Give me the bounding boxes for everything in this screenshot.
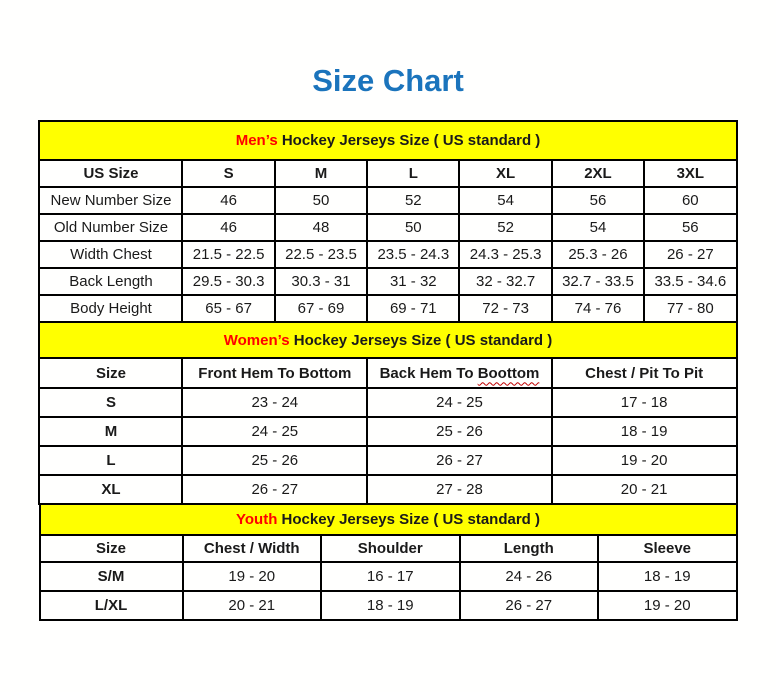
youth-section-title-text: Hockey Jerseys Size ( US standard ) — [277, 511, 540, 528]
mens-value-cell: 67 - 69 — [275, 295, 367, 322]
mens-column-header: XL — [459, 160, 551, 187]
youth-value-cell: 19 - 20 — [598, 591, 737, 620]
mens-value-cell: 32.7 - 33.5 — [552, 268, 644, 295]
youth-column-header: Chest / Width — [183, 535, 322, 562]
mens-value-cell: 52 — [459, 214, 551, 241]
mens-value-cell: 46 — [182, 187, 274, 214]
womens-value-cell: 27 - 28 — [367, 475, 552, 504]
mens-column-header: 2XL — [552, 160, 644, 187]
mens-value-cell: 60 — [644, 187, 736, 214]
mens-value-cell: 23.5 - 24.3 — [367, 241, 459, 268]
mens-value-cell: 50 — [275, 187, 367, 214]
mens-size-table — [38, 120, 737, 323]
mens-table-row — [39, 241, 736, 268]
youth-column-header: Size — [40, 535, 183, 562]
womens-table-row — [39, 417, 736, 446]
youth-size-table — [39, 503, 738, 621]
mens-value-cell: 48 — [275, 214, 367, 241]
youth-column-header-row — [40, 535, 737, 562]
youth-section-title — [40, 504, 737, 535]
womens-value-cell: 24 - 25 — [367, 388, 552, 417]
womens-section-title-accent: Women’s — [223, 331, 290, 349]
mens-value-cell: 56 — [552, 187, 644, 214]
mens-row-label: Back Length — [39, 268, 182, 295]
womens-table-row — [39, 475, 736, 504]
womens-column-header: Back Hem To Boottom — [367, 358, 552, 388]
mens-value-cell: 52 — [367, 187, 459, 214]
mens-value-cell: 72 - 73 — [459, 295, 551, 322]
womens-value-cell: 18 - 19 — [552, 417, 737, 446]
womens-table-row — [39, 446, 736, 475]
womens-row-label: M — [39, 417, 182, 446]
mens-value-cell: 32 - 32.7 — [459, 268, 551, 295]
size-tables-container — [0, 120, 776, 621]
youth-column-header: Shoulder — [321, 535, 460, 562]
mens-value-cell: 31 - 32 — [367, 268, 459, 295]
page-title: Size Chart — [312, 63, 464, 98]
womens-value-cell: 25 - 26 — [182, 446, 367, 475]
youth-section-header-row — [40, 504, 737, 535]
womens-value-cell: 20 - 21 — [552, 475, 737, 504]
youth-value-cell: 16 - 17 — [321, 562, 460, 591]
womens-value-cell: 25 - 26 — [367, 417, 552, 446]
womens-column-header: Front Hem To Bottom — [182, 358, 367, 388]
youth-column-header: Length — [460, 535, 599, 562]
mens-value-cell: 65 - 67 — [182, 295, 274, 322]
mens-value-cell: 54 — [459, 187, 551, 214]
mens-value-cell: 46 — [182, 214, 274, 241]
mens-value-cell: 21.5 - 22.5 — [182, 241, 274, 268]
mens-value-cell: 29.5 - 30.3 — [182, 268, 274, 295]
mens-section-title-accent: Men’s — [235, 132, 278, 149]
womens-row-label: XL — [39, 475, 182, 504]
youth-table-row — [40, 591, 737, 620]
womens-section-title-text: Hockey Jerseys Size ( US standard ) — [289, 331, 553, 349]
mens-section-header-row — [39, 121, 736, 160]
mens-value-cell: 26 - 27 — [644, 241, 736, 268]
youth-value-cell: 20 - 21 — [183, 591, 322, 620]
mens-column-header: S — [182, 160, 274, 187]
womens-table-row — [39, 388, 736, 417]
mens-row-label: New Number Size — [39, 187, 182, 214]
youth-value-cell: 19 - 20 — [183, 562, 322, 591]
mens-row-label: Old Number Size — [39, 214, 182, 241]
mens-row-label: Width Chest — [39, 241, 182, 268]
mens-value-cell: 56 — [644, 214, 736, 241]
womens-section-title — [39, 322, 736, 358]
mens-section-title — [39, 121, 736, 160]
womens-row-label: S — [39, 388, 182, 417]
womens-value-cell: 26 - 27 — [367, 446, 552, 475]
womens-value-cell: 26 - 27 — [182, 475, 367, 504]
mens-table-row — [39, 295, 736, 322]
youth-column-header: Sleeve — [598, 535, 737, 562]
mens-value-cell: 33.5 - 34.6 — [644, 268, 736, 295]
womens-column-header-row — [39, 358, 736, 388]
womens-row-label: L — [39, 446, 182, 475]
womens-misspelled-word: Boottom — [477, 364, 540, 382]
mens-table-row — [39, 187, 736, 214]
womens-value-cell: 23 - 24 — [182, 388, 367, 417]
womens-size-table — [38, 321, 737, 505]
mens-value-cell: 74 - 76 — [552, 295, 644, 322]
youth-value-cell: 26 - 27 — [460, 591, 599, 620]
womens-column-header: Chest / Pit To Pit — [552, 358, 737, 388]
womens-value-cell: 17 - 18 — [552, 388, 737, 417]
womens-section-header-row — [39, 322, 736, 358]
youth-value-cell: 18 - 19 — [598, 562, 737, 591]
mens-section-title-text: Hockey Jerseys Size ( US standard ) — [277, 132, 541, 149]
womens-column-header: Size — [39, 358, 182, 388]
mens-column-header-row — [39, 160, 736, 187]
mens-column-header: L — [367, 160, 459, 187]
womens-value-cell: 19 - 20 — [552, 446, 737, 475]
youth-section-title-accent: Youth — [236, 511, 278, 528]
mens-column-header: M — [275, 160, 367, 187]
mens-value-cell: 24.3 - 25.3 — [459, 241, 551, 268]
mens-value-cell: 22.5 - 23.5 — [275, 241, 367, 268]
womens-value-cell: 24 - 25 — [182, 417, 367, 446]
youth-row-label: L/XL — [40, 591, 183, 620]
mens-value-cell: 50 — [367, 214, 459, 241]
mens-table-row — [39, 214, 736, 241]
mens-value-cell: 25.3 - 26 — [552, 241, 644, 268]
mens-column-header: US Size — [39, 160, 182, 187]
mens-value-cell: 54 — [552, 214, 644, 241]
youth-value-cell: 24 - 26 — [460, 562, 599, 591]
mens-row-label: Body Height — [39, 295, 182, 322]
mens-table-row — [39, 268, 736, 295]
mens-value-cell: 30.3 - 31 — [275, 268, 367, 295]
mens-column-header: 3XL — [644, 160, 736, 187]
mens-value-cell: 77 - 80 — [644, 295, 736, 322]
youth-table-row — [40, 562, 737, 591]
youth-value-cell: 18 - 19 — [321, 591, 460, 620]
mens-value-cell: 69 - 71 — [367, 295, 459, 322]
youth-row-label: S/M — [40, 562, 183, 591]
